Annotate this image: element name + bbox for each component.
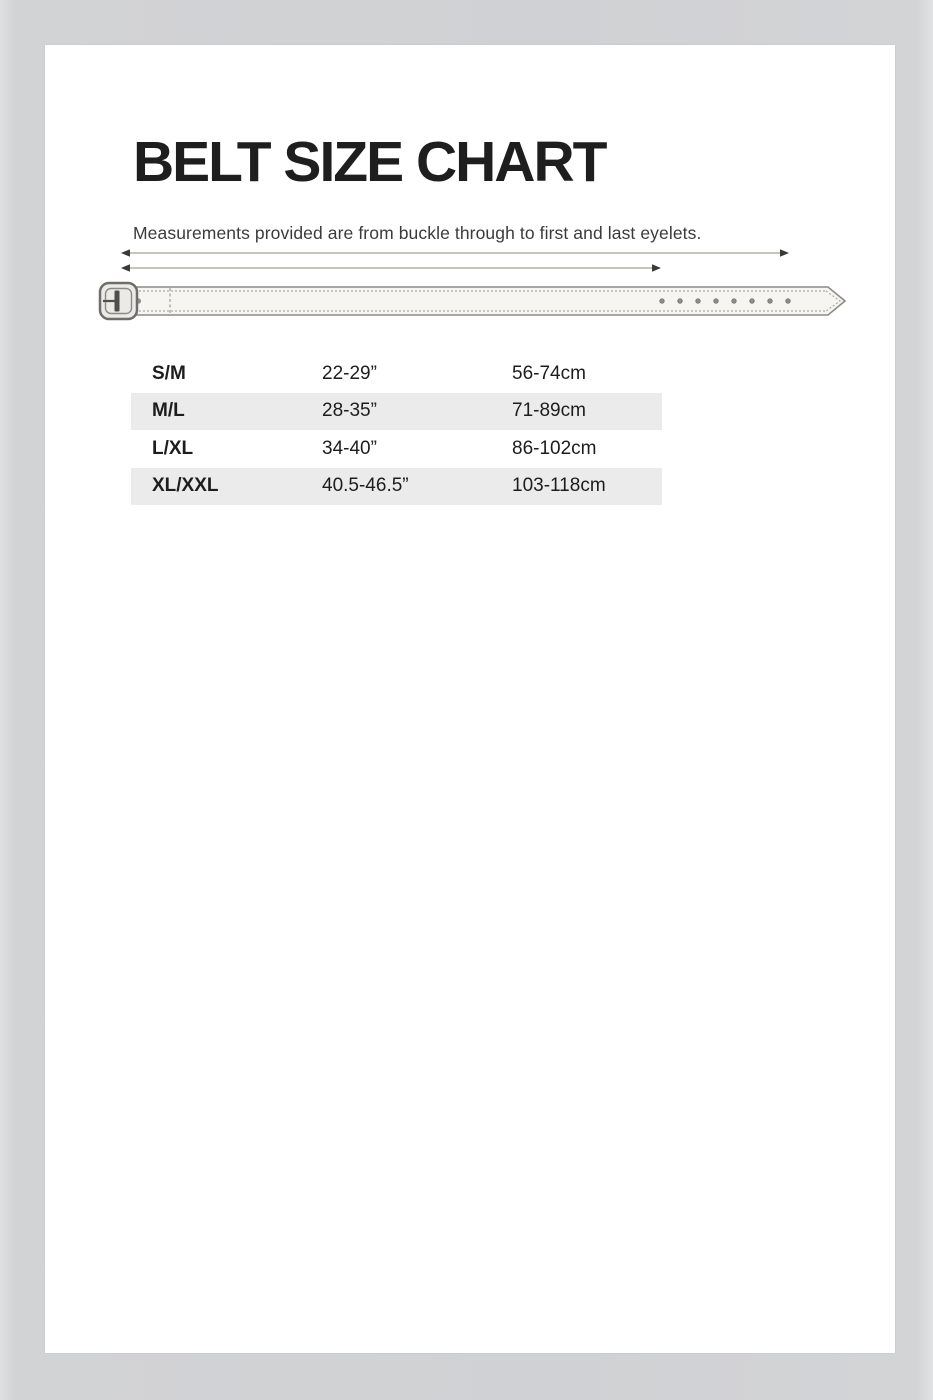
size-label: L/XL: [152, 437, 194, 459]
page-subtitle: Measurements provided are from buckle through to first and last eyelets.: [133, 223, 702, 243]
belt-illustration: [95, 245, 855, 329]
inches-value: 40.5-46.5”: [322, 475, 409, 497]
measure-arrow-full: [121, 249, 789, 257]
belt-eyelet: [678, 299, 683, 304]
cm-value: 56-74cm: [512, 362, 586, 384]
size-table: [131, 355, 662, 505]
size-label: XL/XXL: [152, 475, 219, 497]
page-title: BELT SIZE CHART: [133, 130, 606, 194]
table-row: [131, 468, 662, 506]
cm-value: 103-118cm: [512, 475, 606, 497]
table-row: [131, 430, 662, 468]
belt-eyelet: [786, 299, 791, 304]
size-label: S/M: [152, 362, 186, 384]
cm-value: 71-89cm: [512, 400, 586, 422]
cm-value: 86-102cm: [512, 437, 597, 459]
inches-value: 28-35”: [322, 400, 377, 422]
size-chart-card: [45, 45, 895, 1353]
belt-eyelet: [714, 299, 719, 304]
measure-arrow-first-eyelet: [121, 264, 661, 272]
belt-buckle: [100, 283, 141, 319]
belt-eyelet: [732, 299, 737, 304]
belt-eyelet: [768, 299, 773, 304]
inches-value: 34-40”: [322, 437, 377, 459]
table-row: [131, 355, 662, 393]
belt-eyelet: [750, 299, 755, 304]
inches-value: 22-29”: [322, 362, 377, 384]
table-row: [131, 393, 662, 431]
belt-eyelet: [660, 299, 665, 304]
belt-eyelet: [696, 299, 701, 304]
size-label: M/L: [152, 400, 185, 422]
buckle-bar: [115, 291, 120, 312]
